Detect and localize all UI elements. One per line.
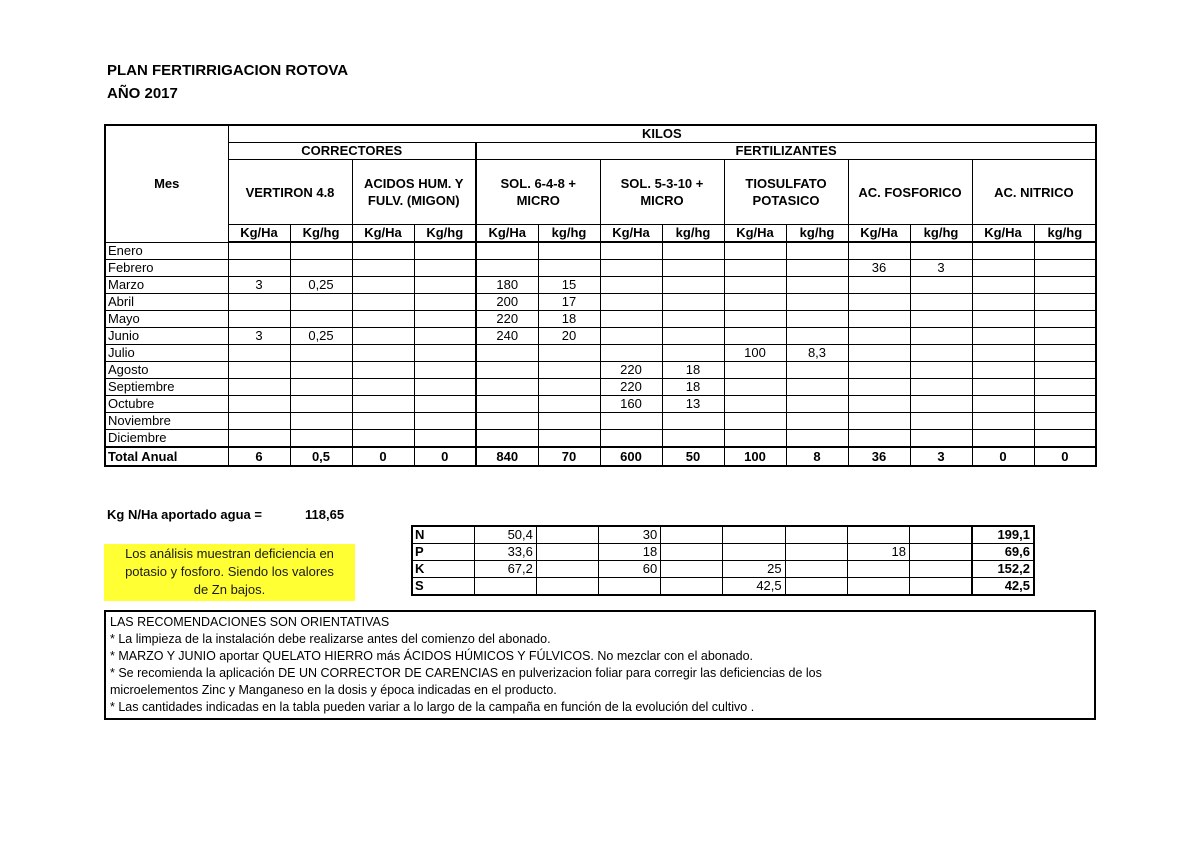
nutrient-total: 69,6: [972, 544, 1034, 561]
nutrient-value: [910, 578, 972, 596]
unit-header: kg/hg: [786, 225, 848, 243]
value-cell: [848, 345, 910, 362]
nutrient-value: 18: [847, 544, 909, 561]
document-title: PLAN FERTIRRIGACION ROTOVA: [107, 62, 349, 79]
nutrient-total: 42,5: [972, 578, 1034, 596]
value-cell: [848, 242, 910, 260]
note-line: Los análisis muestran deficiencia en: [125, 546, 334, 561]
value-cell: [662, 430, 724, 448]
value-cell: [228, 396, 290, 413]
value-cell: [600, 242, 662, 260]
value-cell: 8,3: [786, 345, 848, 362]
unit-header: kg/hg: [662, 225, 724, 243]
value-cell: [848, 379, 910, 396]
value-cell: [972, 379, 1034, 396]
value-cell: 17: [538, 294, 600, 311]
total-row: [105, 447, 1096, 466]
value-cell: [910, 328, 972, 345]
month-cell: Julio: [105, 345, 228, 362]
value-cell: [414, 242, 476, 260]
value-cell: [1034, 430, 1096, 448]
value-cell: [476, 413, 538, 430]
total-cell: 100: [724, 447, 786, 466]
value-cell: [910, 413, 972, 430]
value-cell: [910, 294, 972, 311]
value-cell: [910, 311, 972, 328]
value-cell: [600, 260, 662, 277]
recommendation-line: LAS RECOMENDACIONES SON ORIENTATIVAS: [110, 615, 390, 629]
table-row: [105, 328, 1096, 345]
value-cell: [352, 345, 414, 362]
unit-header: Kg/Ha: [972, 225, 1034, 243]
value-cell: [1034, 362, 1096, 379]
product-header: ACIDOS HUM. Y FULV. (MIGON): [352, 160, 476, 225]
value-cell: [414, 277, 476, 294]
month-cell: Mayo: [105, 311, 228, 328]
value-cell: [786, 362, 848, 379]
value-cell: [352, 430, 414, 448]
unit-header: Kg/Ha: [352, 225, 414, 243]
value-cell: [724, 430, 786, 448]
value-cell: [290, 260, 352, 277]
nutrient-value: 33,6: [474, 544, 536, 561]
value-cell: [848, 328, 910, 345]
nutrient-summary-table: [411, 525, 1035, 596]
recommendation-line: * Las cantidades indicadas en la tabla pueden variar a lo largo de la campaña en función de la evolución del cultivo .: [110, 700, 755, 714]
nutrient-value: 25: [723, 561, 785, 578]
unit-header: Kg/Ha: [724, 225, 786, 243]
value-cell: [724, 277, 786, 294]
value-cell: [352, 328, 414, 345]
value-cell: [972, 328, 1034, 345]
table-row: [105, 242, 1096, 260]
recommendation-line: * La limpieza de la instalación debe realizarse antes del comienzo del abonado.: [110, 632, 551, 646]
total-cell: 6: [228, 447, 290, 466]
value-cell: [972, 311, 1034, 328]
value-cell: [662, 311, 724, 328]
value-cell: [352, 379, 414, 396]
nutrient-value: [785, 544, 847, 561]
unit-header: Kg/Ha: [476, 225, 538, 243]
value-cell: [538, 362, 600, 379]
product-header: AC. FOSFORICO: [848, 160, 972, 225]
nutrient-value: 42,5: [723, 578, 785, 596]
fertilizantes-header: FERTILIZANTES: [476, 143, 1096, 160]
value-cell: [848, 430, 910, 448]
nutrient-value: [661, 561, 723, 578]
value-cell: [476, 379, 538, 396]
value-cell: [724, 242, 786, 260]
value-cell: [786, 379, 848, 396]
value-cell: [352, 242, 414, 260]
value-cell: [290, 362, 352, 379]
value-cell: 13: [662, 396, 724, 413]
value-cell: [414, 396, 476, 413]
month-cell: Marzo: [105, 277, 228, 294]
value-cell: [910, 362, 972, 379]
nutrient-value: [847, 526, 909, 544]
value-cell: [290, 413, 352, 430]
total-cell: 0: [414, 447, 476, 466]
value-cell: [1034, 413, 1096, 430]
value-cell: [1034, 328, 1096, 345]
total-label: Total Anual: [105, 447, 228, 466]
unit-header: Kg/hg: [414, 225, 476, 243]
unit-header: Kg/hg: [290, 225, 352, 243]
value-cell: [910, 430, 972, 448]
nutrient-value: [723, 544, 785, 561]
value-cell: [538, 413, 600, 430]
value-cell: 160: [600, 396, 662, 413]
value-cell: [290, 311, 352, 328]
value-cell: [786, 311, 848, 328]
product-header: AC. NITRICO: [972, 160, 1096, 225]
value-cell: [600, 311, 662, 328]
value-cell: [538, 260, 600, 277]
value-cell: [538, 379, 600, 396]
nutrient-value: [536, 561, 598, 578]
unit-header: Kg/Ha: [228, 225, 290, 243]
value-cell: [848, 413, 910, 430]
total-cell: 0,5: [290, 447, 352, 466]
value-cell: [724, 294, 786, 311]
nutrient-value: [847, 578, 909, 596]
value-cell: [972, 242, 1034, 260]
month-cell: Enero: [105, 242, 228, 260]
value-cell: [848, 311, 910, 328]
value-cell: [786, 396, 848, 413]
table-row: [105, 430, 1096, 448]
value-cell: [228, 430, 290, 448]
value-cell: [724, 362, 786, 379]
value-cell: [600, 430, 662, 448]
value-cell: [972, 260, 1034, 277]
nutrient-label: S: [412, 578, 474, 596]
nutrient-label: N: [412, 526, 474, 544]
table-row: [105, 362, 1096, 379]
value-cell: [1034, 294, 1096, 311]
value-cell: [662, 294, 724, 311]
product-header: SOL. 6-4-8 + MICRO: [476, 160, 600, 225]
value-cell: [662, 260, 724, 277]
value-cell: [290, 242, 352, 260]
value-cell: [414, 430, 476, 448]
value-cell: [972, 362, 1034, 379]
value-cell: [228, 379, 290, 396]
value-cell: [414, 345, 476, 362]
value-cell: [1034, 242, 1096, 260]
value-cell: [724, 260, 786, 277]
value-cell: [290, 294, 352, 311]
value-cell: [1034, 379, 1096, 396]
product-header: VERTIRON 4.8: [228, 160, 352, 225]
nutrient-value: [910, 561, 972, 578]
value-cell: [290, 396, 352, 413]
value-cell: [352, 413, 414, 430]
table-row: [105, 260, 1096, 277]
document-year: AÑO 2017: [107, 85, 178, 102]
value-cell: [910, 379, 972, 396]
value-cell: [600, 345, 662, 362]
value-cell: [600, 277, 662, 294]
nutrient-value: [474, 578, 536, 596]
value-cell: 18: [538, 311, 600, 328]
value-cell: [972, 396, 1034, 413]
table-row: [105, 345, 1096, 362]
value-cell: [414, 294, 476, 311]
value-cell: 18: [662, 379, 724, 396]
value-cell: [848, 294, 910, 311]
value-cell: [724, 379, 786, 396]
table-row: [105, 396, 1096, 413]
month-cell: Agosto: [105, 362, 228, 379]
total-cell: 8: [786, 447, 848, 466]
value-cell: 3: [228, 328, 290, 345]
nutrient-label: K: [412, 561, 474, 578]
nutrient-value: [785, 578, 847, 596]
month-cell: Junio: [105, 328, 228, 345]
value-cell: [786, 430, 848, 448]
nutrient-value: 30: [599, 526, 661, 544]
value-cell: [786, 294, 848, 311]
nutrient-value: [661, 578, 723, 596]
value-cell: [662, 328, 724, 345]
total-cell: 600: [600, 447, 662, 466]
value-cell: [352, 362, 414, 379]
value-cell: [848, 362, 910, 379]
value-cell: [724, 396, 786, 413]
note-line: potasio y fosforo. Siendo los valores: [125, 564, 334, 579]
value-cell: [228, 260, 290, 277]
recommendation-line: microelementos Zinc y Manganeso en la dosis y época indicadas en el producto.: [110, 683, 557, 697]
value-cell: [352, 396, 414, 413]
value-cell: [414, 379, 476, 396]
value-cell: [600, 328, 662, 345]
value-cell: [538, 242, 600, 260]
recommendations-box: [104, 610, 1096, 720]
value-cell: [414, 362, 476, 379]
nutrient-value: [536, 578, 598, 596]
value-cell: [972, 430, 1034, 448]
nutrient-row: [412, 526, 1034, 544]
value-cell: [476, 396, 538, 413]
agua-nitrogen-label: Kg N/Ha aportado agua =: [107, 507, 262, 522]
value-cell: [290, 345, 352, 362]
value-cell: [662, 277, 724, 294]
value-cell: 180: [476, 277, 538, 294]
month-cell: Abril: [105, 294, 228, 311]
value-cell: [848, 277, 910, 294]
nutrient-value: [536, 526, 598, 544]
value-cell: [786, 277, 848, 294]
value-cell: [538, 345, 600, 362]
value-cell: [972, 345, 1034, 362]
recommendation-line: * Se recomienda la aplicación DE UN CORRECTOR DE CARENCIAS en pulverizacion foliar para corregir las deficiencias de los: [110, 666, 822, 680]
nutrient-value: [910, 544, 972, 561]
value-cell: [910, 345, 972, 362]
unit-header: kg/hg: [538, 225, 600, 243]
value-cell: [352, 277, 414, 294]
value-cell: [786, 413, 848, 430]
nutrient-row: [412, 578, 1034, 596]
value-cell: [228, 311, 290, 328]
value-cell: 100: [724, 345, 786, 362]
nutrient-row: [412, 544, 1034, 561]
nutrient-total: 152,2: [972, 561, 1034, 578]
value-cell: 220: [600, 379, 662, 396]
value-cell: [910, 277, 972, 294]
nutrient-value: [599, 578, 661, 596]
value-cell: [228, 413, 290, 430]
value-cell: [476, 345, 538, 362]
value-cell: [972, 294, 1034, 311]
total-cell: 36: [848, 447, 910, 466]
value-cell: [972, 277, 1034, 294]
unit-header: kg/hg: [910, 225, 972, 243]
nutrient-value: 67,2: [474, 561, 536, 578]
value-cell: [290, 430, 352, 448]
month-cell: Diciembre: [105, 430, 228, 448]
total-cell: 840: [476, 447, 538, 466]
value-cell: [290, 379, 352, 396]
nutrient-label: P: [412, 544, 474, 561]
value-cell: [228, 362, 290, 379]
value-cell: 20: [538, 328, 600, 345]
value-cell: [724, 328, 786, 345]
value-cell: [1034, 345, 1096, 362]
month-cell: Noviembre: [105, 413, 228, 430]
table-row: [105, 413, 1096, 430]
value-cell: [352, 311, 414, 328]
value-cell: [414, 311, 476, 328]
total-cell: 3: [910, 447, 972, 466]
value-cell: [724, 413, 786, 430]
kilos-header: KILOS: [228, 125, 1096, 143]
value-cell: 0,25: [290, 328, 352, 345]
value-cell: [600, 294, 662, 311]
value-cell: [724, 311, 786, 328]
value-cell: 36: [848, 260, 910, 277]
value-cell: 0,25: [290, 277, 352, 294]
value-cell: [352, 260, 414, 277]
correctores-header: CORRECTORES: [228, 143, 476, 160]
value-cell: 200: [476, 294, 538, 311]
total-cell: 0: [972, 447, 1034, 466]
nutrient-row: [412, 561, 1034, 578]
value-cell: [476, 430, 538, 448]
value-cell: 240: [476, 328, 538, 345]
value-cell: [910, 396, 972, 413]
value-cell: [228, 294, 290, 311]
agua-nitrogen-value: 118,65: [305, 507, 345, 522]
unit-header: Kg/Ha: [848, 225, 910, 243]
value-cell: [538, 396, 600, 413]
total-cell: 70: [538, 447, 600, 466]
unit-header: Kg/Ha: [600, 225, 662, 243]
nutrient-value: [785, 526, 847, 544]
value-cell: 3: [910, 260, 972, 277]
value-cell: [786, 260, 848, 277]
value-cell: [352, 294, 414, 311]
unit-header: kg/hg: [1034, 225, 1096, 243]
product-header: TIOSULFATO POTASICO: [724, 160, 848, 225]
table-row: [105, 294, 1096, 311]
nutrient-value: [536, 544, 598, 561]
table-row: [105, 277, 1096, 294]
total-cell: 0: [1034, 447, 1096, 466]
value-cell: [600, 413, 662, 430]
value-cell: [538, 430, 600, 448]
value-cell: [972, 413, 1034, 430]
nutrient-value: [661, 544, 723, 561]
nutrient-value: 18: [599, 544, 661, 561]
nutrient-value: [661, 526, 723, 544]
value-cell: 15: [538, 277, 600, 294]
value-cell: [476, 260, 538, 277]
value-cell: [1034, 311, 1096, 328]
total-cell: 50: [662, 447, 724, 466]
value-cell: [662, 242, 724, 260]
analysis-note: [104, 544, 355, 601]
nutrient-value: [847, 561, 909, 578]
month-cell: Octubre: [105, 396, 228, 413]
nutrient-value: 60: [599, 561, 661, 578]
table-row: [105, 379, 1096, 396]
value-cell: 220: [600, 362, 662, 379]
note-line: de Zn bajos.: [193, 582, 266, 597]
value-cell: [1034, 260, 1096, 277]
nutrient-value: [723, 526, 785, 544]
total-cell: 0: [352, 447, 414, 466]
value-cell: 18: [662, 362, 724, 379]
value-cell: [662, 413, 724, 430]
mes-header: Mes: [105, 125, 228, 242]
month-cell: Septiembre: [105, 379, 228, 396]
value-cell: [414, 260, 476, 277]
nutrient-value: [785, 561, 847, 578]
nutrient-value: [910, 526, 972, 544]
value-cell: [476, 242, 538, 260]
nutrient-value: 50,4: [474, 526, 536, 544]
value-cell: [910, 242, 972, 260]
value-cell: 220: [476, 311, 538, 328]
value-cell: [848, 396, 910, 413]
value-cell: [228, 345, 290, 362]
value-cell: [414, 328, 476, 345]
product-header: SOL. 5-3-10 + MICRO: [600, 160, 724, 225]
table-row: [105, 311, 1096, 328]
value-cell: [476, 362, 538, 379]
value-cell: 3: [228, 277, 290, 294]
fertirrigation-plan-table: [104, 124, 1097, 467]
nutrient-total: 199,1: [972, 526, 1034, 544]
value-cell: [228, 242, 290, 260]
value-cell: [1034, 277, 1096, 294]
value-cell: [786, 328, 848, 345]
recommendation-line: * MARZO Y JUNIO aportar QUELATO HIERRO más ÁCIDOS HÚMICOS Y FÚLVICOS. No mezclar con el abonado.: [110, 649, 754, 663]
value-cell: [1034, 396, 1096, 413]
month-cell: Febrero: [105, 260, 228, 277]
value-cell: [786, 242, 848, 260]
value-cell: [662, 345, 724, 362]
value-cell: [414, 413, 476, 430]
